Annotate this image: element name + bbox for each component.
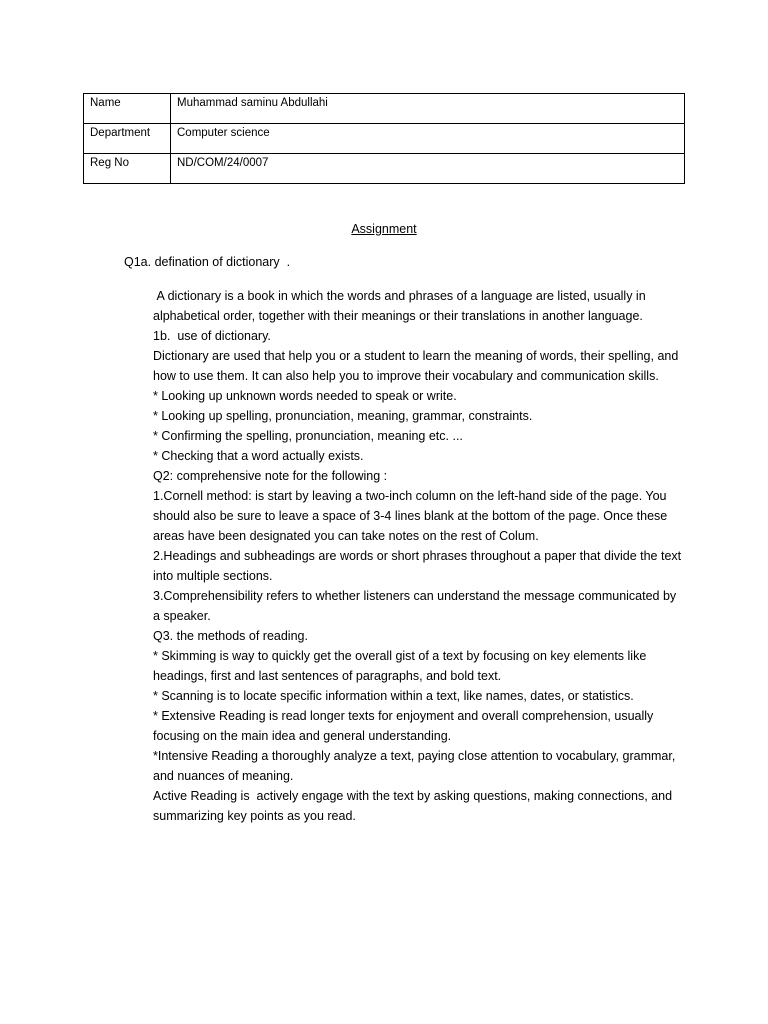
paragraph-dictionary-definition: A dictionary is a book in which the words and phrases of a language are listed, usually in alphabetical order, together with their meanings or their translations in another language. [153,289,650,323]
reg-no-label: Reg No [84,154,171,184]
body-text [153,286,683,826]
table-row-reg-no [84,154,685,184]
student-info-table [83,93,685,184]
bullet-item: * Looking up spelling, pronunciation, meaning, grammar, constraints. [153,409,533,423]
bullet-item: * Scanning is to locate specific information within a text, like names, dates, or statistics. [153,689,634,703]
name-label: Name [84,94,171,124]
paragraph-q1b-heading: 1b. use of dictionary. [153,329,271,343]
name-value: Muhammad saminu Abdullahi [171,94,685,124]
paragraph-active-reading: Active Reading is actively engage with the text by asking questions, making connections, and summarizing key points as you read. [153,789,676,823]
paragraph-cornell-method: 1.Cornell method: is start by leaving a two-inch column on the left-hand side of the page. You should also be sure to leave a space of 3-4 lines blank at the bottom of the page. Once these areas have been designated you can take notes on the rest of Colum. [153,489,671,543]
department-value: Computer science [171,124,685,154]
paragraph-comprehensibility: 3.Comprehensibility refers to whether listeners can understand the message communicated by a speaker. [153,589,680,623]
bullet-item: * Skimming is way to quickly get the overall gist of a text by focusing on key elements like headings, first and last sentences of paragraphs, and bold text. [153,649,650,683]
bullet-item: * Checking that a word actually exists. [153,449,364,463]
bullet-item: *Intensive Reading a thoroughly analyze a text, paying close attention to vocabulary, grammar, and nuances of meaning. [153,749,679,783]
table-row-department [84,124,685,154]
bullet-item: * Looking up unknown words needed to speak or write. [153,389,457,403]
paragraph-headings: 2.Headings and subheadings are words or short phrases throughout a paper that divide the text into multiple sections. [153,549,685,583]
table-row-name [84,94,685,124]
paragraph-q2-heading: Q2: comprehensive note for the following : [153,469,388,483]
paragraph-q3-heading: Q3. the methods of reading. [153,629,308,643]
paragraph-dictionary-use: Dictionary are used that help you or a student to learn the meaning of words, their spelling, and how to use them. It can also help you to improve their vocabulary and communication skills. [153,349,682,383]
reg-no-value: ND/COM/24/0007 [171,154,685,184]
bullet-item: * Confirming the spelling, pronunciation, meaning etc. ... [153,429,463,443]
department-label: Department [84,124,171,154]
bullet-item: * Extensive Reading is read longer texts for enjoyment and overall comprehension, usually focusing on the main idea and general understanding. [153,709,657,743]
document-title: Assignment [351,222,417,236]
q1a-heading: Q1a. defination of dictionary . [124,255,291,269]
